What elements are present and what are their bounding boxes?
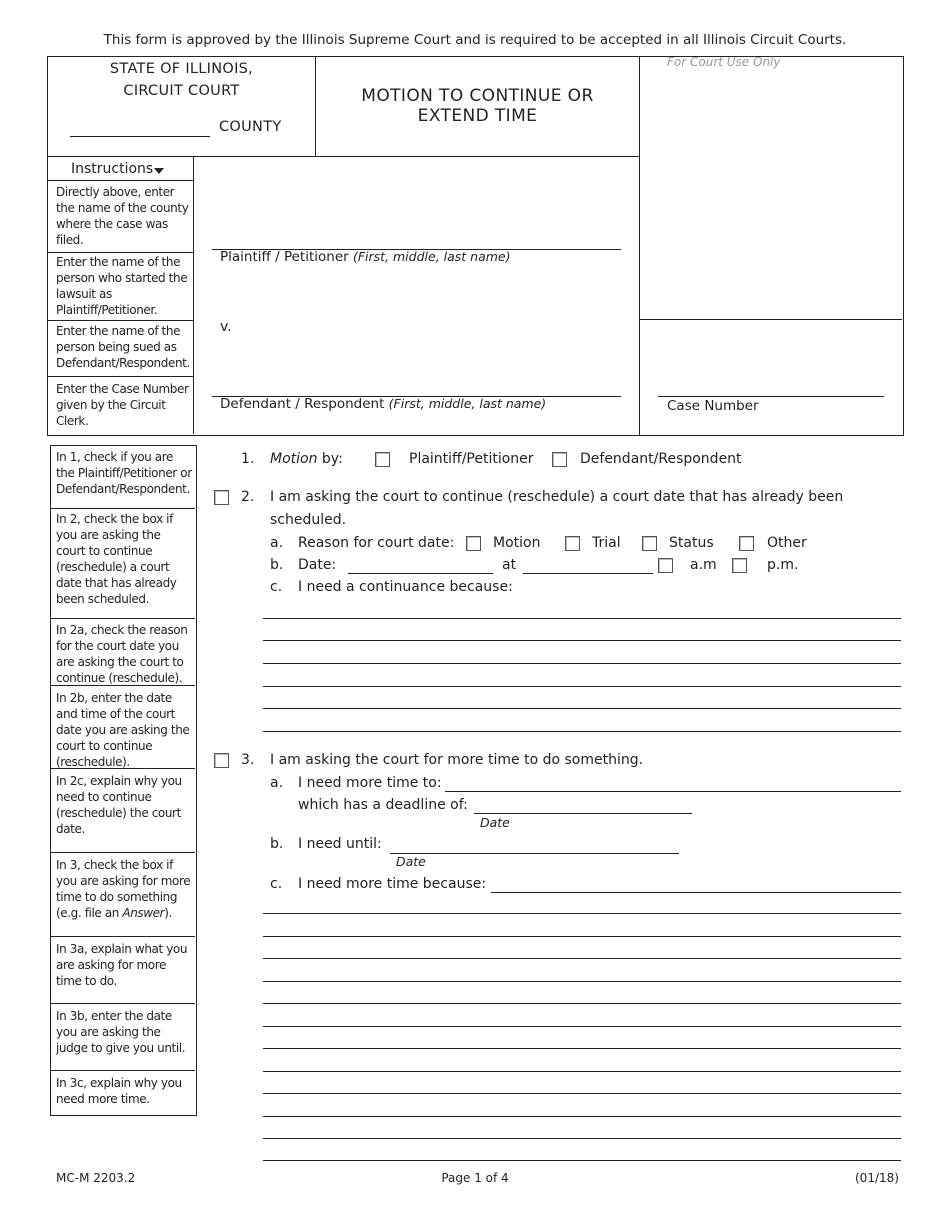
item2a-letter: a. [270,535,284,551]
more-time-reason-line-8[interactable] [263,1071,901,1072]
item1-label-rest: by: [321,451,343,467]
instruction-item3c: In 3c, explain why you need more time. [56,1076,182,1106]
reason-other-checkbox[interactable] [739,536,754,551]
court-line: CIRCUIT COURT [123,83,240,99]
more-time-task-input-line[interactable] [445,791,901,792]
more-time-reason-line-9[interactable] [263,1093,901,1094]
need-until-date-input-line[interactable] [390,853,679,854]
item3a-deadline-label: which has a deadline of: [298,797,468,813]
instruction-item2c: In 2c, explain why you need to continue (reschedule) the court date. [56,774,182,836]
item3-number: 3. [241,752,255,768]
plaintiff-label [220,249,510,265]
instruction-item1: In 1, check if you are the Plaintiff/Petitioner or Defendant/Respondent. [56,450,192,496]
court-use-only: For Court Use Only [667,55,781,69]
continuance-reason-line-5[interactable] [263,708,901,709]
item2a-label: Reason for court date: [298,535,455,551]
form-revision: (01/18) [855,1171,899,1185]
continuance-reason-line-6[interactable] [263,731,901,732]
plaintiff-hint: (First, middle, last name) [352,249,511,264]
county-input-line[interactable] [70,136,210,137]
deadline-date-input-line[interactable] [474,813,692,814]
defendant-label-text: Defendant / Respondent [220,396,385,412]
reason-other-label: Other [767,535,807,551]
item3a-letter: a. [270,775,284,791]
item1-label [270,451,343,467]
am-label: a.m [690,557,717,573]
court-date-input-line[interactable] [348,573,493,574]
item2-number: 2. [241,489,255,505]
approval-note: This form is approved by the Illinois Supreme Court and is required to be accepted in all Illinois Circuit Courts. [103,32,847,48]
instruction-plaintiff: Enter the name of the person who started the lawsuit as Plaintiff/Petitioner. [56,255,188,317]
pm-label: p.m. [767,557,799,573]
item3c-letter: c. [270,876,283,892]
instruction-item3 [56,857,192,921]
more-time-reason-line-6[interactable] [263,1026,901,1027]
plaintiff-option-label: Plaintiff/Petitioner [409,451,534,467]
instruction-item2b: In 2b, enter the date and time of the court date you are asking the court to continue (reschedule). [56,691,190,769]
item2c-label: I need a continuance because: [298,579,513,595]
instruction-item3a: In 3a, explain what you are asking for more time to do. [56,942,188,988]
item3b-letter: b. [270,836,284,852]
pm-checkbox[interactable] [732,558,747,573]
versus: v. [220,319,232,335]
defendant-label [220,396,546,412]
instruction-item2a: In 2a, check the reason for the court date you are asking the court to continue (reschedule). [56,623,188,685]
case-number-input-line[interactable] [658,396,884,397]
defendant-option-label: Defendant/Respondent [580,451,742,467]
item2b-label: Date: [298,557,337,573]
am-checkbox[interactable] [658,558,673,573]
item1-label-italic: Motion [270,451,318,467]
court-time-input-line[interactable] [523,573,653,574]
reason-status-label: Status [669,535,714,551]
defendant-checkbox[interactable] [552,452,567,467]
form-title [316,86,639,126]
more-time-reason-line-4[interactable] [263,981,901,982]
instruction-item3b: In 3b, enter the date you are asking the judge to give you until. [56,1009,186,1055]
continuance-reason-line-4[interactable] [263,686,901,687]
more-time-reason-line-5[interactable] [263,1003,901,1004]
more-time-reason-line-2[interactable] [263,936,901,937]
defendant-hint: (First, middle, last name) [388,396,547,411]
county-label: COUNTY [219,119,282,135]
reason-status-checkbox[interactable] [642,536,657,551]
page-number: Page 1 of 4 [441,1171,509,1185]
instruction-item3-text: In 3, check the box if you are asking for more time to do something (e.g. file an [56,858,191,920]
reason-trial-checkbox[interactable] [565,536,580,551]
deadline-date-caption: Date [480,815,510,830]
plaintiff-checkbox[interactable] [375,452,390,467]
form-code: MC-M 2203.2 [56,1171,136,1185]
item3a-label: I need more time to: [298,775,442,791]
instruction-defendant: Enter the name of the person being sued as Defendant/Respondent. [56,324,190,370]
case-number-label: Case Number [667,398,759,414]
more-time-reason-line-10[interactable] [263,1116,901,1117]
item2c-letter: c. [270,579,283,595]
reason-motion-label: Motion [493,535,541,551]
reason-motion-checkbox[interactable] [466,536,481,551]
state-line: STATE OF ILLINOIS, [109,61,254,77]
plaintiff-label-text: Plaintiff / Petitioner [220,249,349,265]
instructions-label: Instructions [71,161,154,177]
item2-text-line1: I am asking the court to continue (reschedule) a court date that has already been [270,489,844,505]
item3c-label: I need more time because: [298,876,487,892]
item2-checkbox[interactable] [214,490,229,505]
item3-checkbox[interactable] [214,753,229,768]
continuance-reason-line-1[interactable] [263,618,901,619]
caret-down-icon [154,168,164,174]
need-until-date-caption: Date [396,854,426,869]
instruction-item3-end: ). [164,906,172,920]
item3b-label: I need until: [298,836,382,852]
form-title-line1: MOTION TO CONTINUE OR [361,86,594,106]
instruction-case-number: Enter the Case Number given by the Circuit Clerk. [56,382,189,428]
more-time-reason-line-7[interactable] [263,1048,901,1049]
item1-number: 1. [241,451,255,467]
instruction-item2: In 2, check the box if you are asking the court to continue (reschedule) a court date that has already been scheduled. [56,512,177,606]
item2b-letter: b. [270,557,284,573]
item2b-at: at [502,557,517,573]
more-time-reason-line-1[interactable] [263,913,901,914]
continuance-reason-line-2[interactable] [263,640,901,641]
instruction-item3-italic: Answer [122,906,165,920]
item2-text-line2: scheduled. [270,512,347,528]
more-time-reason-line-12[interactable] [263,1160,901,1161]
instruction-county: Directly above, enter the name of the county where the case was filed. [56,185,189,247]
more-time-reason-line-0[interactable] [491,892,901,893]
more-time-reason-line-3[interactable] [263,958,901,959]
continuance-reason-line-3[interactable] [263,663,901,664]
more-time-reason-line-11[interactable] [263,1138,901,1139]
form-title-line2: EXTEND TIME [417,106,538,126]
reason-trial-label: Trial [592,535,621,551]
item3-text: I am asking the court for more time to do something. [270,752,644,768]
